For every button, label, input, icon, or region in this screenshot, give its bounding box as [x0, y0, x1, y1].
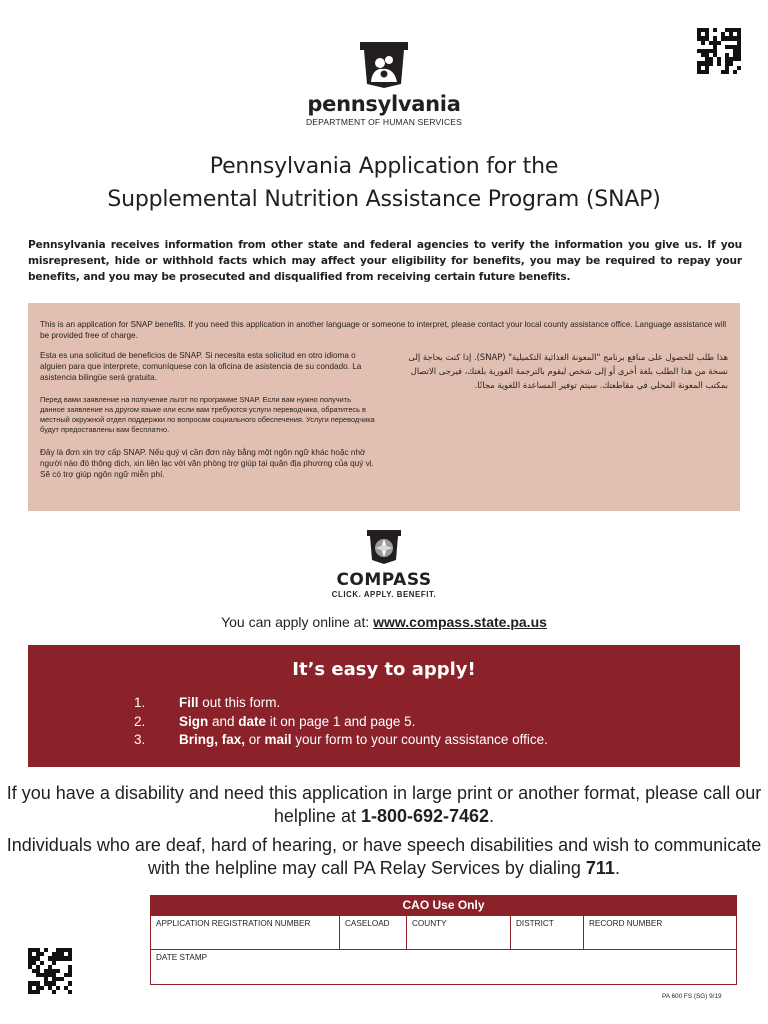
form-identifier: PA 600 FS (SG) 9/19: [662, 993, 722, 1000]
apply-step: [134, 713, 548, 732]
apply-steps-list: [134, 694, 548, 750]
qr-code-bottom: [28, 948, 72, 994]
agency-wordmark: pennsylvania: [307, 92, 461, 116]
disability-text: If you have a disability and need this application in large print or another format, please call our helpline at: [6, 783, 762, 826]
page-title: [0, 150, 768, 216]
step-number: 3.: [134, 732, 146, 747]
language-notice-arabic: هذا طلب للحصول على منافع برنامج "المعونة الغذائية التكميلية" (SNAP). إذا كنت بحاجة إلى نسخة من هذا الطلب بلغة أخرى أو إلى شخص ليقوم بالترجمة الفورية بلغتك، فيرجى الاتصال بمكتب المعونة المحلي في مقاطعتك. سيتم توفير المساعدة اللغوية مجانًا.: [408, 352, 728, 390]
eligibility-warning: Pennsylvania receives information from other state and federal agencies to verify the information you give us. If you misrepresent, hide or withhold facts which may affect your eligibility for benefits, you may be required to repay your benefits, and you may be prosecuted and disqualified from receiving certain future benefits.: [28, 239, 742, 283]
date-stamp-field[interactable]: DATE STAMP: [156, 953, 208, 962]
cao-date-stamp-row: [151, 949, 736, 984]
language-notice-spanish: Esta es una solicitud de beneficios de SNAP. Si necesita esta solicitud en otro idioma o alguien para que interprete, comuníquese con la oficina de asistencia de su condado. La asistencia bilingüe será gratuita.: [40, 351, 362, 382]
cao-fields-row: [151, 915, 736, 949]
language-notice-vietnamese: Đây là đơn xin trợ cấp SNAP. Nếu quý vị cần đơn này bằng một ngôn ngữ khác hoặc nhờ người nào đó thông dịch, xin liên lạc với văn phòng trợ giúp tại quận địa phương của quý vị. Sẽ có trợ giúp ngôn ngữ miễn phí.: [40, 448, 374, 479]
keystone-icon: [356, 38, 412, 90]
step-keyword: Bring, fax,: [179, 732, 246, 747]
punctuation: .: [489, 806, 495, 826]
cao-table-title: CAO Use Only: [151, 896, 736, 915]
dhs-logo: [0, 38, 768, 127]
apply-step: [134, 731, 548, 750]
language-notice-english: This is an application for SNAP benefits. If you need this application in another language or someone to interpret, please contact your local county assistance office. Language assistance will be provided free of charge.: [40, 320, 727, 340]
easy-to-apply-banner: [28, 645, 740, 767]
easy-to-apply-title: It’s easy to apply!: [292, 659, 476, 680]
step-keyword: Fill: [179, 695, 199, 710]
relay-services-notice: [0, 834, 768, 880]
apply-online-line: [0, 613, 768, 631]
language-column-left: [40, 350, 375, 492]
step-text: [179, 694, 280, 713]
caseload-field[interactable]: CASELOAD: [339, 916, 406, 949]
apply-step: [134, 694, 548, 713]
step-detail: your form to your county assistance office.: [291, 732, 548, 747]
punctuation: .: [614, 858, 620, 878]
step-number: 1.: [134, 695, 146, 710]
record-number-field[interactable]: RECORD NUMBER: [583, 916, 736, 949]
relay-text: Individuals who are deaf, hard of hearing, or have speech disabilities and wish to communicate with the helpline may call PA Relay Services by dialing: [6, 835, 762, 878]
compass-link[interactable]: www.compass.state.pa.us: [373, 614, 547, 630]
step-detail: out this form.: [198, 695, 281, 710]
compass-tagline: CLICK. APPLY. BENEFIT.: [331, 590, 437, 599]
department-name: DEPARTMENT OF HUMAN SERVICES: [305, 117, 463, 127]
apply-online-label: You can apply online at:: [221, 614, 374, 630]
county-field[interactable]: COUNTY: [406, 916, 510, 949]
step-keyword: date: [238, 713, 267, 729]
title-line-2: Supplemental Nutrition Assistance Program (SNAP): [107, 187, 661, 212]
step-text: [179, 713, 415, 732]
district-field[interactable]: DISTRICT: [510, 916, 583, 949]
step-number: 2.: [134, 713, 146, 729]
step-keyword: Sign: [179, 713, 209, 729]
compass-logo: [0, 527, 768, 600]
helpline-number[interactable]: 1-800-692-7462: [360, 806, 490, 826]
disability-helpline-notice: [0, 782, 768, 828]
cao-use-only-table: [150, 895, 737, 985]
language-assistance-box: [28, 303, 740, 511]
step-text: [179, 731, 548, 750]
title-line-1: Pennsylvania Application for the: [209, 154, 559, 179]
compass-name: COMPASS: [336, 570, 432, 590]
step-keyword: mail: [264, 732, 292, 747]
relay-number: 711: [585, 858, 615, 878]
language-column-right: [393, 350, 728, 492]
step-detail: and: [208, 713, 239, 729]
step-detail: it on page 1 and page 5.: [266, 713, 416, 729]
application-registration-number-field[interactable]: APPLICATION REGISTRATION NUMBER: [156, 919, 311, 928]
compass-keystone-icon: [362, 527, 406, 567]
language-notice-russian: Перед вами заявление на получение льгот по программе SNAP. Если вам нужно получить данное заявление на другом языке или если вам требуются услуги переводчика, обратитесь в местный окружной отдел поддержки по вопросам социального обеспечения. Услуги переводчика будут предоставлены вам бесплатно.: [40, 395, 375, 434]
step-detail: or: [245, 732, 265, 747]
